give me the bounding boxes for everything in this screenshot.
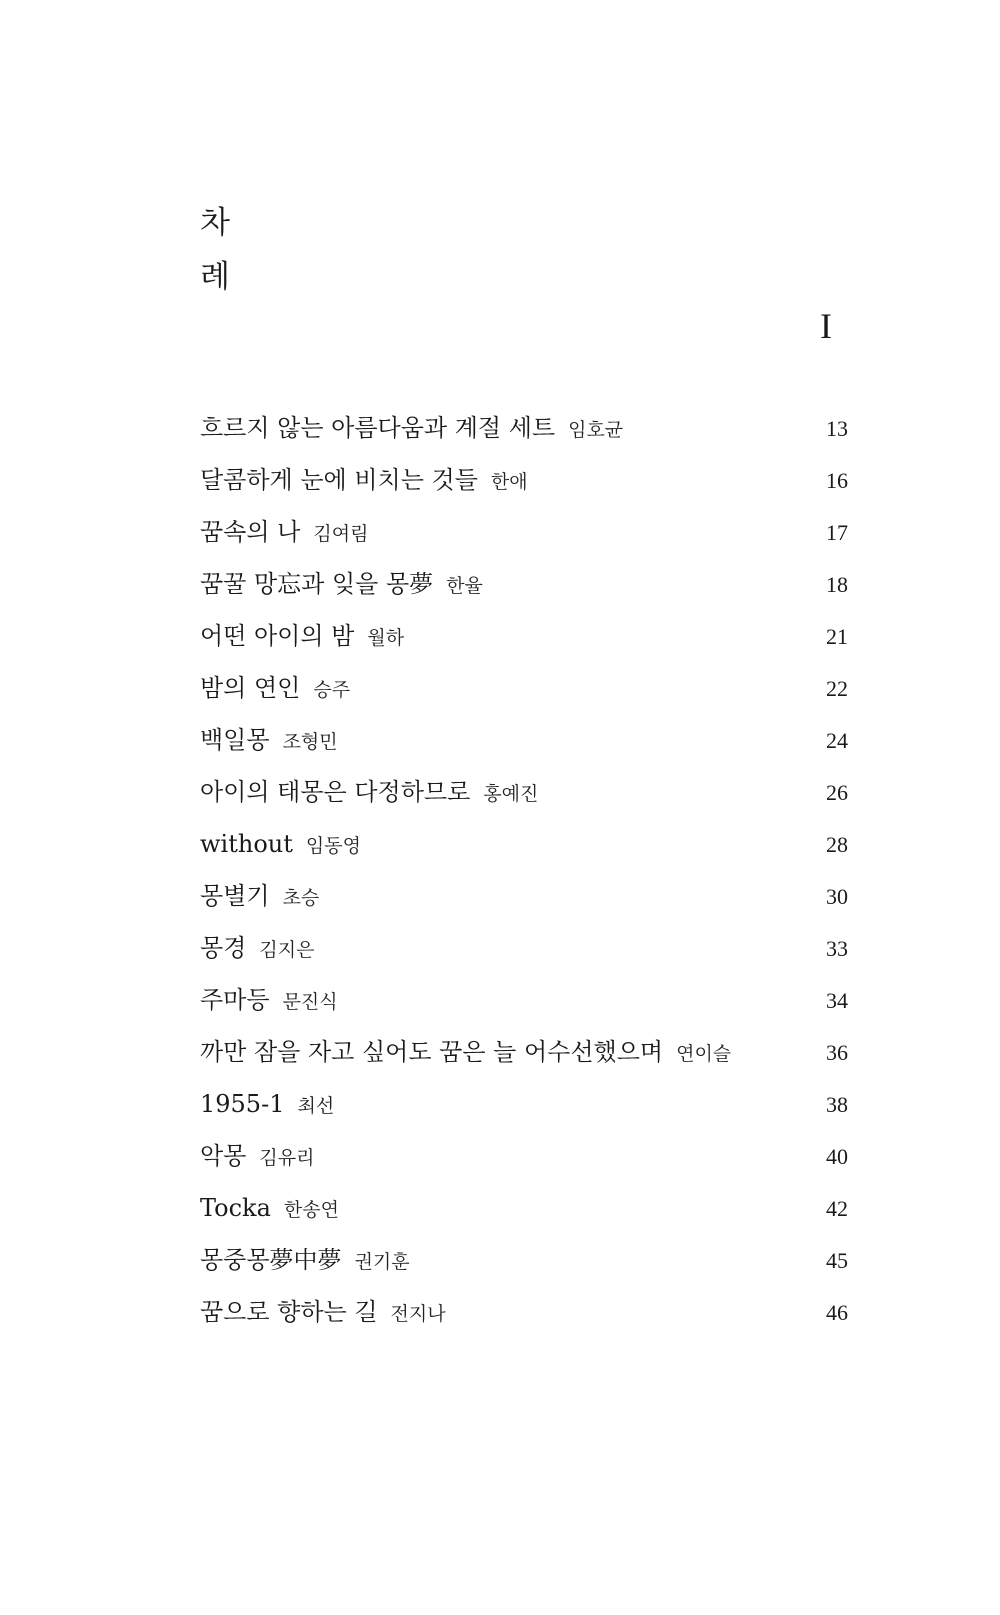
toc-entry-title: 흐르지 않는 아름다움과 계절 세트 [200,414,556,442]
toc-entry-author: 임동영 [305,835,361,857]
toc-entry-title: 꿈속의 나 [200,518,301,546]
toc-entry-page-number: 42 [826,1196,848,1221]
toc-entry-page-number: 26 [826,780,848,805]
toc-entry-page-number: 24 [826,728,848,753]
toc-entry-author: 한율 [446,575,483,597]
toc-entry [200,662,848,714]
toc-entry-title: 밤의 연인 [200,674,301,702]
toc-entry-author: 승주 [313,679,351,701]
toc-entry-title: 악몽 [200,1142,247,1170]
toc-entry [200,1078,848,1130]
toc-entry [200,1182,848,1234]
toc-entry-page-number: 30 [826,884,848,909]
toc-entry-author: 한애 [490,471,528,493]
toc-entry-page-number: 18 [826,572,848,597]
toc-entry-page-number: 38 [826,1092,848,1117]
toc-entry-title: 꿈으로 향하는 길 [200,1298,378,1326]
toc-entry-page-number: 13 [826,416,848,441]
toc-entry-page-number: 40 [826,1144,848,1169]
toc-entry-author: 홍예진 [483,783,539,805]
toc-entry-title: 몽중몽夢中夢 [200,1246,342,1274]
toc-entry-author: 김지은 [259,939,315,961]
toc-entry-author: 한송연 [283,1199,339,1221]
toc-entry-author: 최선 [297,1095,335,1117]
toc-entry-page-number: 33 [826,936,848,961]
toc-list [200,402,848,1338]
toc-entry-title: Tocka [200,1194,271,1222]
toc-entry-title: 아이의 태몽은 다정하므로 [200,778,471,806]
toc-entry-page-number: 21 [826,624,848,649]
toc-entry-author: 조형민 [282,731,338,753]
toc-entry [200,1234,848,1286]
toc-entry-title: 몽경 [200,934,247,962]
toc-entry-author: 연이슬 [676,1043,732,1065]
toc-entry-author: 문진식 [282,991,338,1013]
toc-entry-page-number: 17 [826,520,848,545]
toc-entry-author: 월하 [367,627,405,649]
toc-entry [200,1130,848,1182]
toc-entry [200,558,848,610]
toc-entry [200,1286,848,1338]
heading-line-2: 례 [200,259,230,295]
toc-entry [200,870,848,922]
toc-entry [200,818,848,870]
toc-entry [200,610,848,662]
toc-entry-title: 까만 잠을 자고 싶어도 꿈은 늘 어수선했으며 [200,1038,664,1066]
toc-entry-author: 김여림 [313,523,369,545]
toc-entry [200,714,848,766]
toc-entry-title: 어떤 아이의 밤 [200,622,355,650]
toc-entry [200,766,848,818]
toc-entry-author: 초승 [282,887,320,909]
toc-entry-page-number: 34 [826,988,848,1013]
toc-entry-page-number: 36 [826,1040,848,1065]
toc-entry [200,974,848,1026]
toc-entry-title: 1955-1 [200,1090,285,1118]
toc-entry-author: 임호균 [568,419,624,441]
toc-entry [200,454,848,506]
toc-entry-author: 김유리 [259,1147,315,1169]
toc-entry-page-number: 46 [826,1300,848,1325]
toc-heading [200,196,230,304]
toc-entry-title: 달콤하게 눈에 비치는 것들 [200,466,478,494]
toc-entry-page-number: 45 [826,1248,848,1273]
toc-entry [200,506,848,558]
toc-entry-author: 권기훈 [354,1251,410,1273]
toc-entry-title: 주마등 [200,986,270,1014]
toc-entry-page-number: 16 [826,468,848,493]
toc-entry-title: 꿈꿀 망忘과 잊을 몽夢 [200,570,434,598]
part-label: I [820,306,832,346]
toc-entry-title: 백일몽 [200,726,270,754]
toc-entry-title: without [200,830,293,858]
heading-line-1: 차 [200,205,230,241]
toc-entry [200,402,848,454]
toc-entry-author: 전지나 [390,1303,446,1325]
toc-entry [200,922,848,974]
toc-entry [200,1026,848,1078]
toc-entry-page-number: 28 [826,832,848,857]
toc-entry-page-number: 22 [826,676,848,701]
toc-entry-title: 몽별기 [200,882,270,910]
